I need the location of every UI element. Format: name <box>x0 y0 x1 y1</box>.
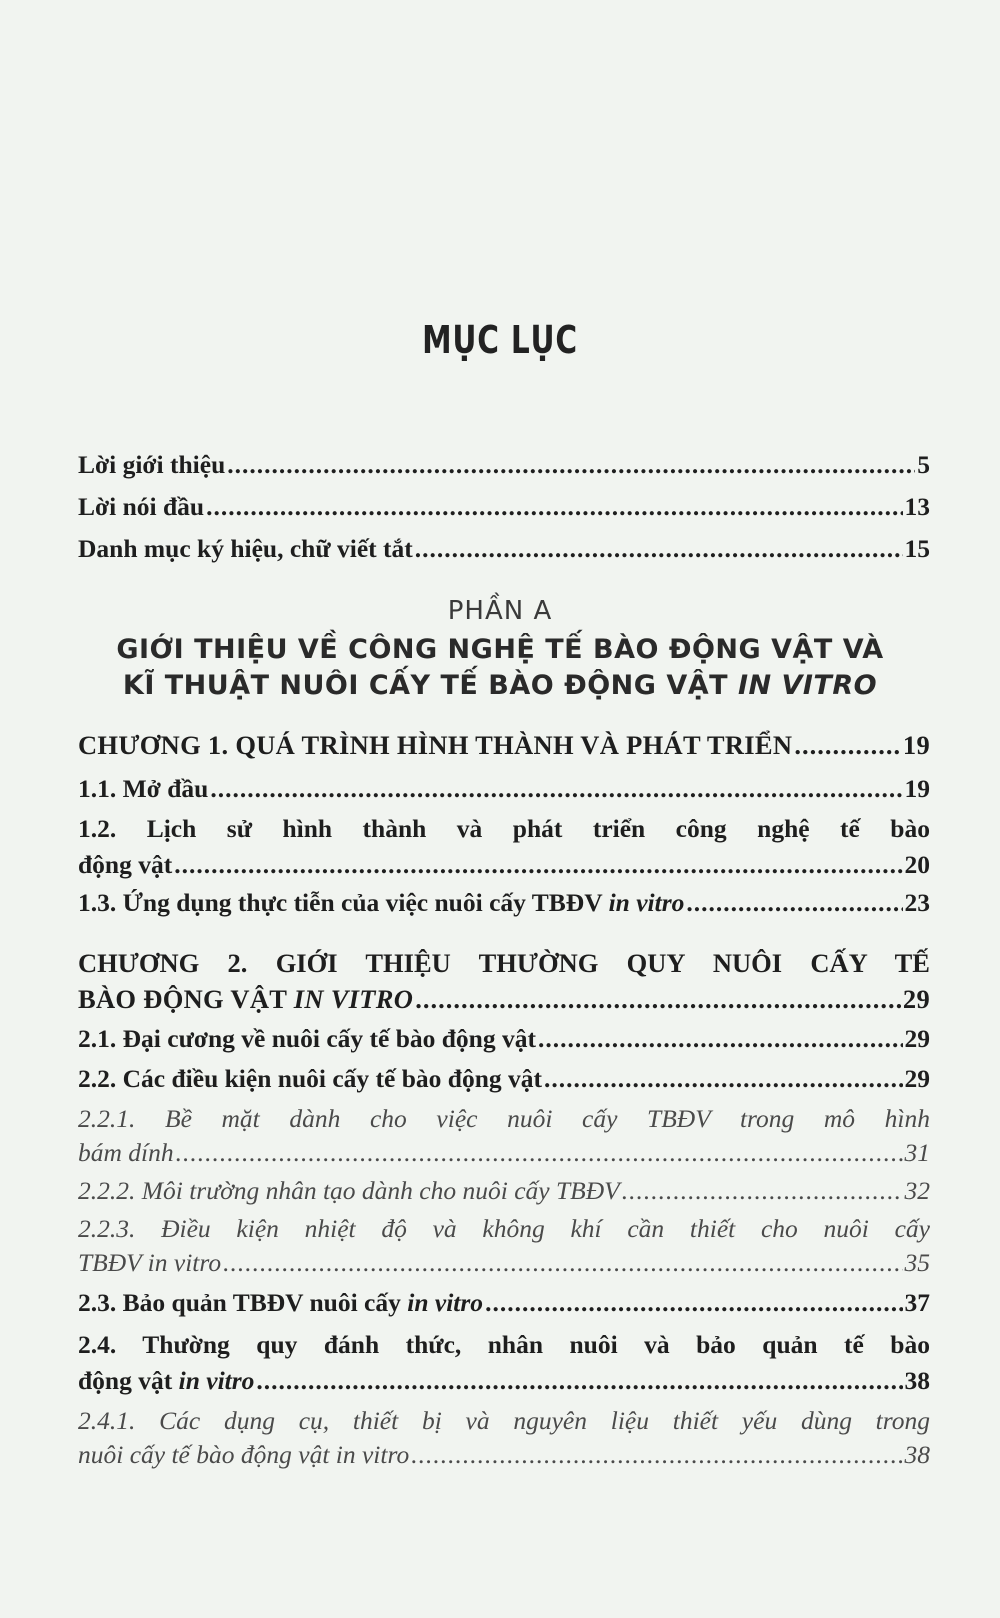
entry-label-italic: in vitro <box>178 1366 255 1395</box>
entry-label <box>78 888 684 918</box>
chapter-title: CHƯƠNG 1. QUÁ TRÌNH HÌNH THÀNH VÀ PHÁT TRIỂN <box>78 730 793 760</box>
toc-entry-multiline[interactable] <box>78 814 930 888</box>
toc-entry[interactable] <box>78 1288 930 1330</box>
entry-label-line1: 1.2. Lịch sử hình thành và phát triển công nghệ tế bào <box>78 814 930 843</box>
chapter-title-line2 <box>78 984 413 1015</box>
entry-label-line2 <box>78 1366 254 1396</box>
dot-leader <box>544 1064 902 1094</box>
entry-page: 38 <box>904 1440 930 1469</box>
entry-label: 2.2. Các điều kiện nuôi cấy tế bào động vật <box>78 1064 543 1093</box>
entry-label: 1.1. Mở đầu <box>78 774 209 803</box>
entry-page: 15 <box>904 534 930 563</box>
entry-label-text: 2.3. Bảo quản TBĐV nuôi cấy <box>78 1288 401 1317</box>
entry-label-line2-row <box>78 1138 930 1176</box>
entry-label-line2: nuôi cấy tế bào động vật in vitro <box>78 1440 410 1469</box>
part-label: PHẦN A <box>447 596 553 626</box>
entry-page: 5 <box>917 450 930 479</box>
entry-page: 38 <box>904 1366 930 1395</box>
chapter-1 <box>78 730 930 928</box>
dot-leader <box>794 730 901 761</box>
entry-label: Lời nói đầu <box>78 492 205 521</box>
entry-label-line1: 2.4. Thường quy đánh thức, nhân nuôi và bảo quản tế bào <box>78 1330 930 1359</box>
dot-leader <box>538 1024 903 1054</box>
dot-leader <box>256 1366 902 1396</box>
entry-label-line1: 2.4.1. Các dụng cụ, thiết bị và nguyên liệu thiết yếu dùng trong <box>78 1406 930 1435</box>
chapter-2-heading[interactable] <box>78 948 930 1024</box>
dot-leader <box>210 774 902 804</box>
entry-label <box>78 1288 483 1318</box>
entry-label: Lời giới thiệu <box>78 450 226 479</box>
part-title-line2-text: KĨ THUẬT NUÔI CẤY TẾ BÀO ĐỘNG VẬT <box>122 670 729 701</box>
toc-entry[interactable] <box>78 888 930 928</box>
dot-leader <box>686 888 902 918</box>
dot-leader <box>174 850 902 880</box>
dot-leader <box>206 492 902 522</box>
dot-leader <box>223 1248 902 1278</box>
page-title: MỤC LỤC <box>422 318 578 362</box>
dot-leader <box>415 984 901 1015</box>
entry-label-line2-row <box>78 850 930 888</box>
chapter-title-in-vitro: IN VITRO <box>293 984 414 1014</box>
entry-label-italic: in vitro <box>407 1288 484 1317</box>
entry-label-text: động vật <box>78 1366 173 1395</box>
toc-entry-multiline[interactable] <box>78 1214 930 1288</box>
entry-label-text: 1.3. Ứng dụng thực tiễn của việc nuôi cấy TBĐV <box>78 888 603 917</box>
toc-entry[interactable] <box>78 450 930 492</box>
toc-entry[interactable] <box>78 774 930 814</box>
entry-label-line2-row <box>78 1440 930 1480</box>
entry-label-line2-row <box>78 1248 930 1288</box>
chapter-1-heading[interactable] <box>78 730 930 774</box>
dot-leader <box>485 1288 902 1318</box>
entry-page: 37 <box>904 1288 930 1317</box>
entry-page: 31 <box>904 1138 930 1167</box>
entry-page: 29 <box>902 984 930 1014</box>
dot-leader <box>415 534 903 564</box>
entry-page: 29 <box>904 1064 930 1093</box>
entry-page: 35 <box>904 1248 930 1277</box>
toc-entry[interactable] <box>78 1064 930 1104</box>
entry-label-italic: in vitro <box>608 888 685 917</box>
entry-label-line2: bám dính <box>78 1138 174 1167</box>
entry-label: Danh mục ký hiệu, chữ viết tắt <box>78 534 413 563</box>
toc-entry-multiline[interactable] <box>78 1104 930 1176</box>
chapter-2 <box>78 948 930 1480</box>
chapter-title-line2-text: BÀO ĐỘNG VẬT <box>78 984 287 1014</box>
entry-label-line2: động vật <box>78 850 173 879</box>
entry-page: 19 <box>904 774 930 803</box>
chapter-title-line2-row <box>78 984 930 1024</box>
toc-entry[interactable] <box>78 534 930 576</box>
entry-label-line1: 2.2.1. Bề mặt dành cho việc nuôi cấy TBĐV trong mô hình <box>78 1104 930 1133</box>
toc-entry[interactable] <box>78 492 930 534</box>
entry-page: 29 <box>904 1024 930 1053</box>
dot-leader <box>227 450 915 480</box>
chapter-title-line1: CHƯƠNG 2. GIỚI THIỆU THƯỜNG QUY NUÔI CẤY TẾ <box>78 948 930 978</box>
toc-entry-multiline[interactable] <box>78 1406 930 1480</box>
toc-entry[interactable] <box>78 1024 930 1064</box>
entry-page: 19 <box>902 730 930 760</box>
entry-page: 23 <box>904 888 930 917</box>
dot-leader <box>622 1176 903 1206</box>
entry-label: 2.2.2. Môi trường nhân tạo dành cho nuôi cấy TBĐV <box>78 1176 620 1205</box>
dot-leader <box>176 1138 903 1168</box>
toc-entry[interactable] <box>78 1176 930 1214</box>
part-title-in-vitro: IN VITRO <box>737 670 878 701</box>
entry-label-line2-row <box>78 1366 930 1406</box>
entry-page: 20 <box>904 850 930 879</box>
entry-label-line2: TBĐV in vitro <box>78 1248 222 1277</box>
dot-leader <box>411 1440 902 1470</box>
entry-label-line1: 2.2.3. Điều kiện nhiệt độ và không khí cần thiết cho nuôi cấy <box>78 1214 930 1243</box>
entry-label: 2.1. Đại cương về nuôi cấy tế bào động vật <box>78 1024 536 1053</box>
part-title-line2 <box>0 670 1000 701</box>
front-matter <box>78 450 930 576</box>
entry-page: 32 <box>904 1176 930 1205</box>
part-title-line1: GIỚI THIỆU VỀ CÔNG NGHỆ TẾ BÀO ĐỘNG VẬT VÀ <box>116 634 884 665</box>
entry-page: 13 <box>904 492 930 521</box>
toc-entry-multiline[interactable] <box>78 1330 930 1406</box>
